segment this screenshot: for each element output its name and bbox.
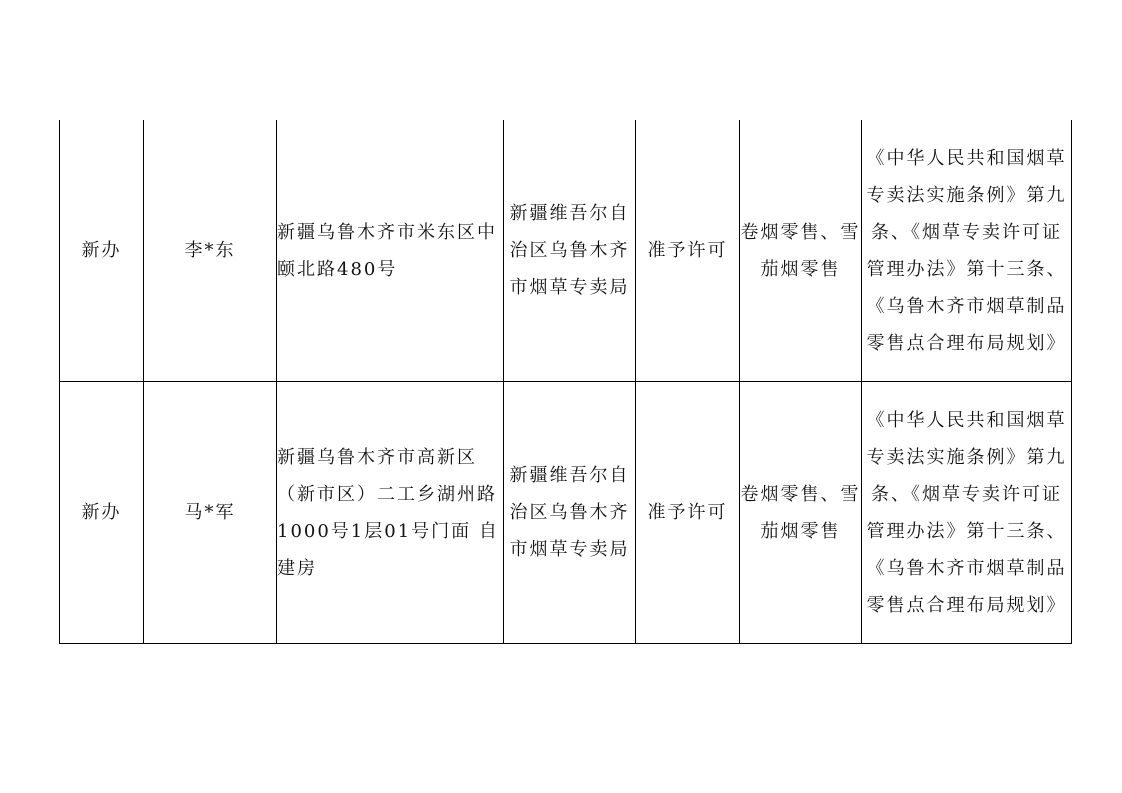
- table-row: [60, 120, 1072, 382]
- applicant-name-cell: 马*军: [144, 382, 277, 644]
- license-table: [59, 120, 1072, 644]
- decision-cell: 准予许可: [636, 120, 740, 382]
- business-scope-cell: 卷烟零售、雪茄烟零售: [740, 382, 862, 644]
- legal-basis-cell: 《中华人民共和国烟草专卖法实施条例》第九条、《烟草专卖许可证管理办法》第十三条、《乌鲁木齐市烟草制品零售点合理布局规划》: [862, 120, 1072, 382]
- business-scope-cell: 卷烟零售、雪茄烟零售: [740, 120, 862, 382]
- business-address-cell: 新疆乌鲁木齐市米东区中颐北路480号: [277, 120, 504, 382]
- licensing-authority-cell: 新疆维吾尔自治区乌鲁木齐市烟草专卖局: [504, 382, 636, 644]
- table-row: [60, 382, 1072, 644]
- business-address-cell: 新疆乌鲁木齐市高新区（新市区）二工乡湖州路1000号1层01号门面 自建房: [277, 382, 504, 644]
- application-type-cell: 新办: [60, 120, 144, 382]
- legal-basis-cell: 《中华人民共和国烟草专卖法实施条例》第九条、《烟草专卖许可证管理办法》第十三条、《乌鲁木齐市烟草制品零售点合理布局规划》: [862, 382, 1072, 644]
- decision-cell: 准予许可: [636, 382, 740, 644]
- licensing-authority-cell: 新疆维吾尔自治区乌鲁木齐市烟草专卖局: [504, 120, 636, 382]
- application-type-cell: 新办: [60, 382, 144, 644]
- applicant-name-cell: 李*东: [144, 120, 277, 382]
